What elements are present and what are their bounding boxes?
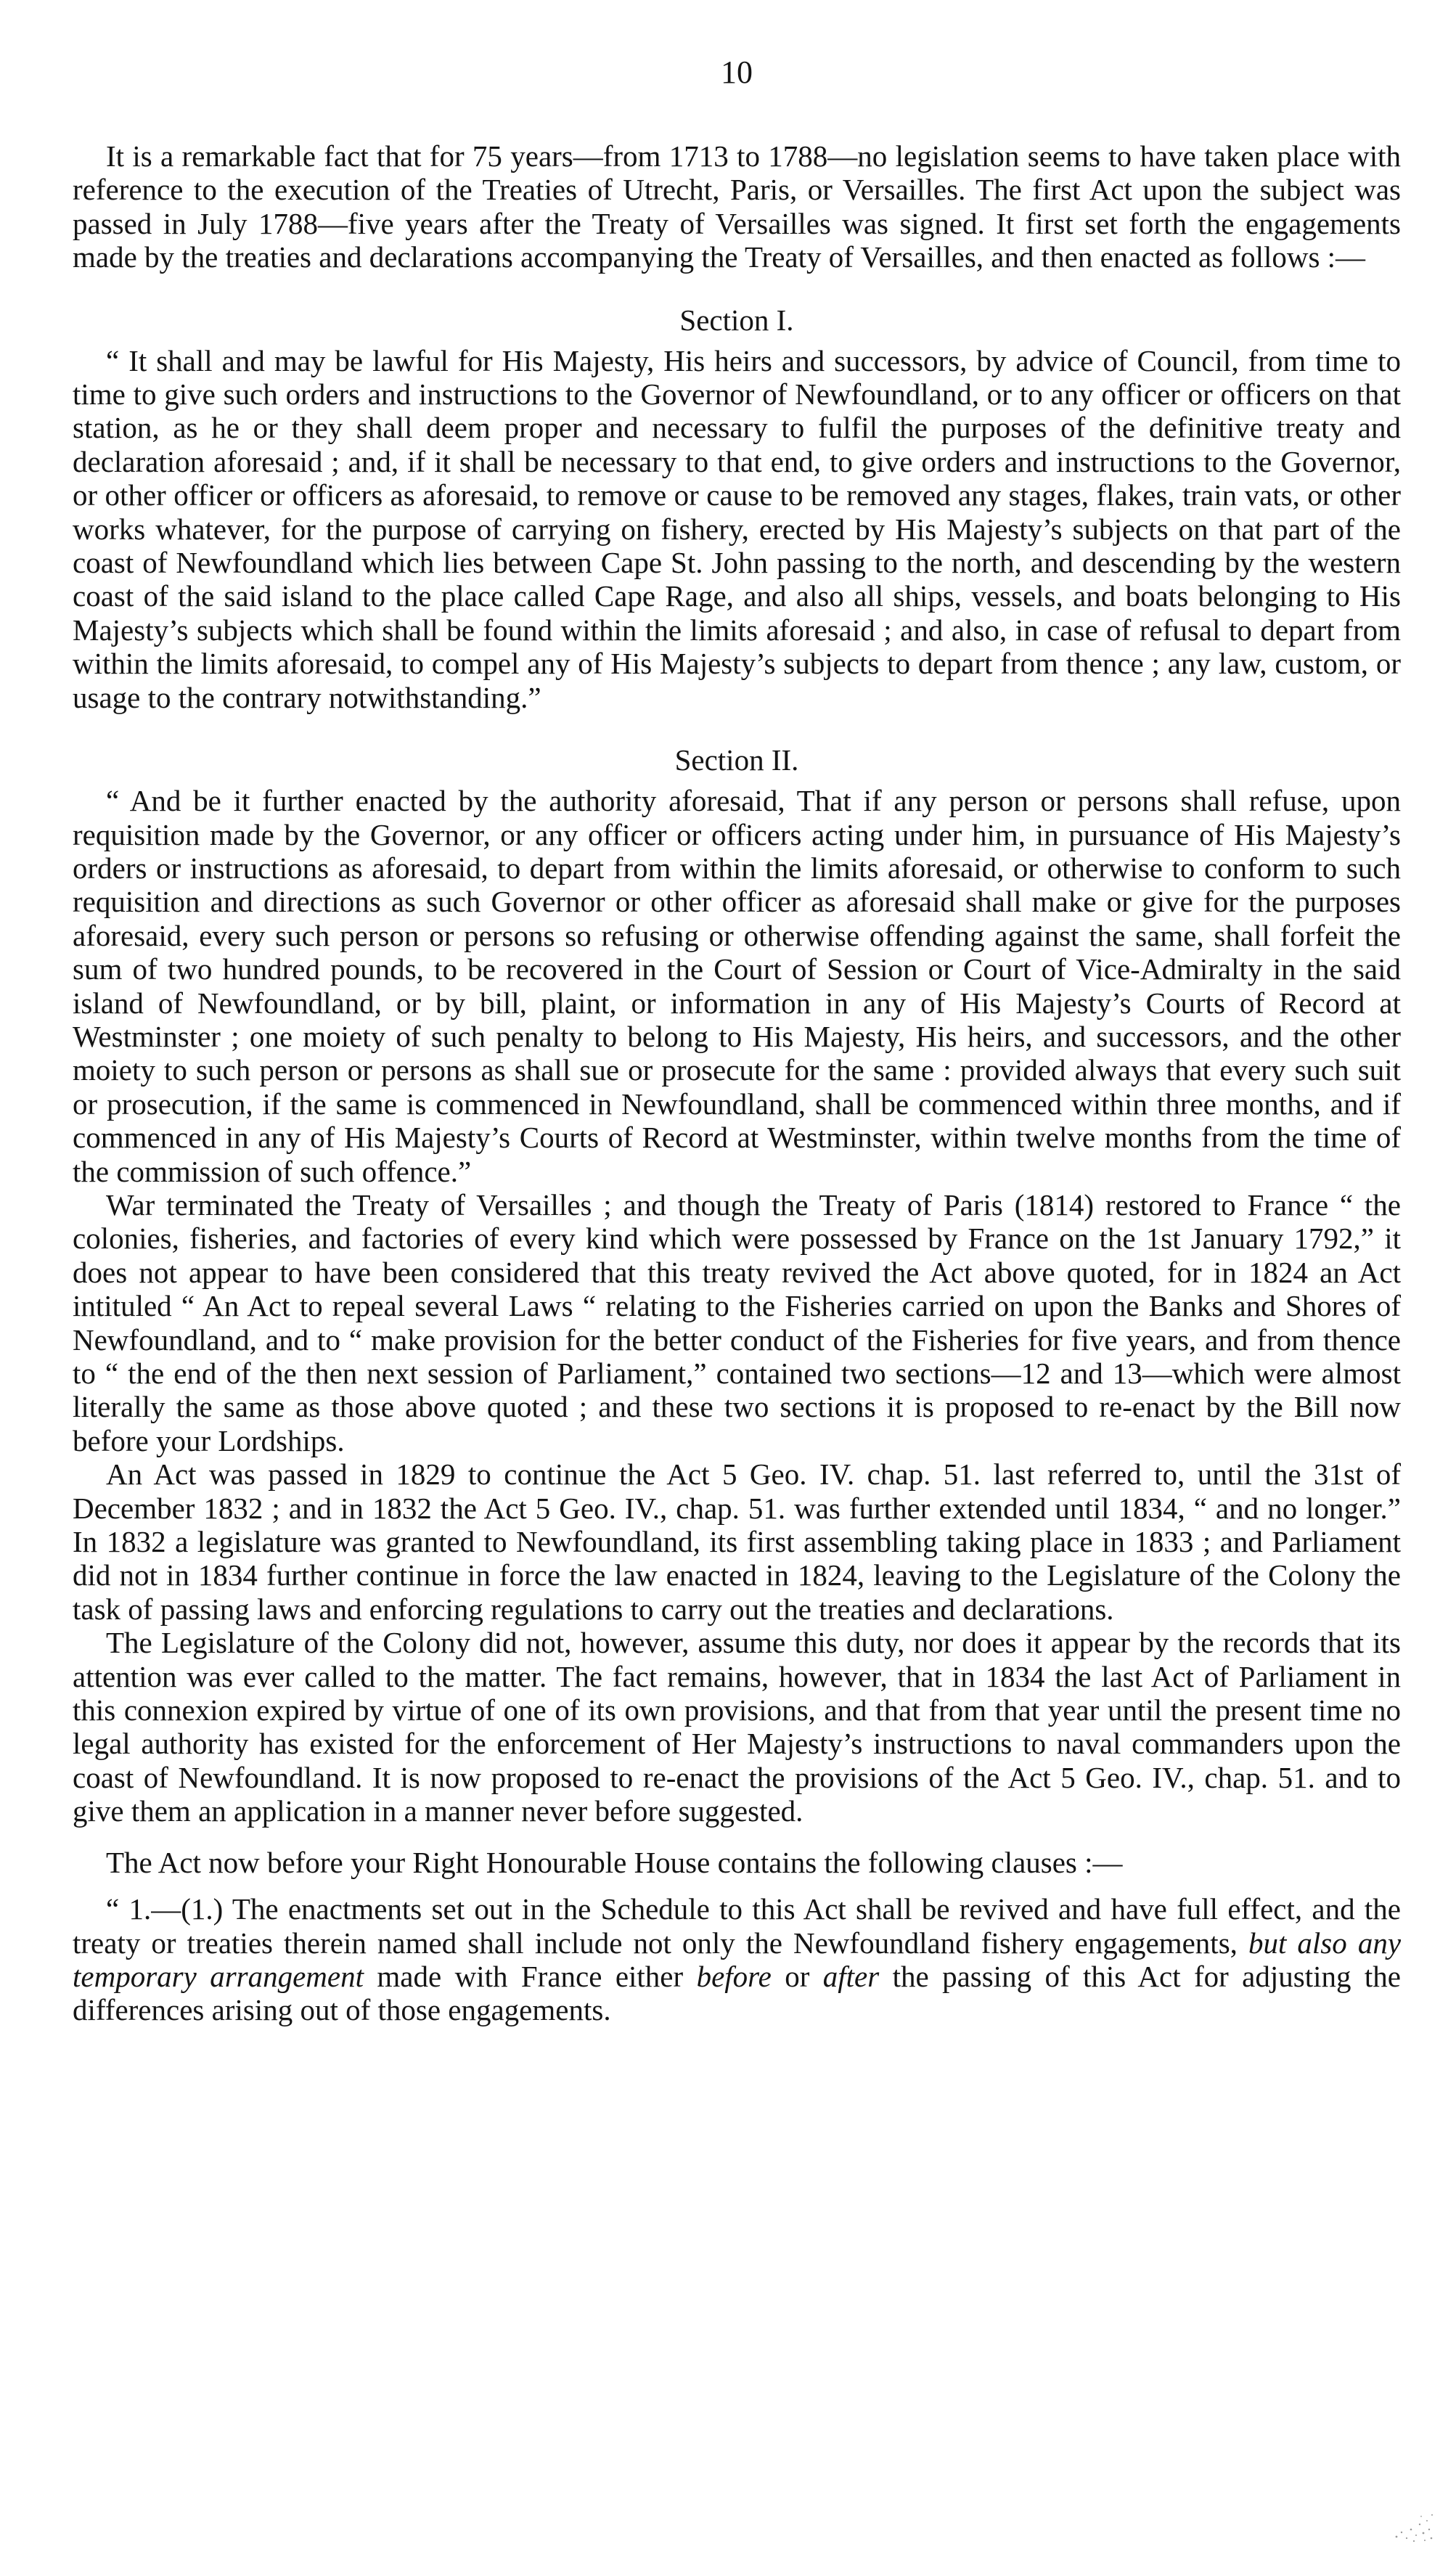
section-2-text: “ And be it further enacted by the authority aforesaid, That if any person or persons shall refuse, upon requisition made by the Governor, or any officer or officers acting under him, in pursuance of His Majesty’s orders or instructions as aforesaid, to depart from within the limits aforesaid, or otherwise to conform to such requisition and directions as such Governor or other officer as aforesaid shall make or give for the purposes aforesaid, every such person or persons so refusing or otherwise offending against the same, shall forfeit the sum of two hundred pounds, to be recovered in the Court of Session or Court of Vice-Admiralty in the said island of Newfoundland, or by bill, plaint, or information in any of His Majesty’s Courts of Record at Westminster ; one moiety of such penalty to belong to His Majesty, His heirs, and successors, and the other moiety to such person or persons as shall sue or prosecute for the same : provided always that every such suit or prosecution, if the same is commenced in Newfoundland, shall be commenced within three months, and if commenced in any of His Majesty’s Courts of Record at Westminster, within twelve months from the time of the commission of such offence.”	[73, 784, 1401, 1188]
clause-1-italic-1: but also any temporary arrangement	[73, 1926, 1402, 1993]
clause-1-part-4: the passing of this Act for adjusting the differences arising out of those engagements.	[73, 1959, 1401, 2027]
section-1-text: “ It shall and may be lawful for His Majesty, His heirs and successors, by advice of Council, from time to time to give such orders and instructions to the Governor of Newfoundland, or to any officer or officers on that station, as he or they shall deem proper and necessary to fulfil the purposes of the definitive treaty and declaration aforesaid ; and, if it shall be necessary to that end, to give orders and instructions to the Governor, or other officer or officers as aforesaid, to remove or cause to be removed any stages, flakes, train vats, or other works whatever, for the purpose of carrying on fishery, erected by His Majesty’s subjects on that part of the coast of Newfoundland which lies between Cape St. John passing to the north, and descending by the western coast of the said island to the place called Cape Rage, and also all ships, vessels, and boats belonging to His Majesty’s subjects which shall be found within the limits aforesaid ; and also, in case of refusal to depart from within the limits aforesaid, to compel any of His Majesty’s subjects to depart from thence ; any law, custom, or usage to the contrary notwithstanding.”	[73, 343, 1401, 714]
clause-1	[73, 1892, 1401, 2027]
clause-1-part-3: or	[771, 1959, 823, 1993]
paragraph-war: War terminated the Treaty of Versailles ; and though the Treaty of Paris (1814) restored to France “ the colonies, fisheries, and factories of every kind which were possessed by France on the 1st January 1792,” it does not appear to have been considered that this treaty revived the Act above quoted, for in 1824 an Act intituled “ An Act to repeal several Laws “ relating to the Fisheries carried on upon the Banks and Shores of Newfoundland, and to “ make provision for the better conduct of the Fisheries for five years, and from thence to “ the end of the then next session of Parliament,” contained two sections—12 and 13—which were almost literally the same as those above quoted ; and these two sections it is proposed to re-enact by the Bill now before your Lordships.	[73, 1187, 1401, 1457]
clause-1-part-2: made with France either	[364, 1959, 697, 1993]
paragraph-legislature: The Legislature of the Colony did not, however, assume this duty, nor does it appear by the records that its attention was ever called to the matter. The fact remains, however, that in 1834 the last Act of Parliament in this connexion expired by virtue of one of its own provisions, and that from that year until the present time no legal authority has existed for the enforcement of Her Majesty’s instructions to naval commanders upon the coast of Newfoundland. It is now proposed to re-enact the provisions of the Act 5 Geo. IV., chap. 51. and to give them an application in a manner never before suggested.	[73, 1626, 1401, 1828]
intro-paragraph: It is a remarkable fact that for 75 years—from 1713 to 1788—no legislation seems to have taken place with reference to the execution of the Treaties of Utrecht, Paris, or Versailles. The first Act upon the subject was passed in July 1788—five years after the Treaty of Versailles was signed. It first set forth the engagements made by the treaties and declarations accompanying the Treaty of Versailles, and then enacted as follows :—	[73, 139, 1401, 274]
document-page	[73, 51, 1401, 2027]
page-number: 10	[721, 54, 753, 90]
paragraph-clauses: The Act now before your Right Honourable House contains the following clauses :—	[106, 1845, 1123, 1879]
section-2-heading: Section II.	[674, 743, 799, 777]
clause-1-italic-3: after	[822, 1959, 880, 1993]
clause-1-part-1: “ 1.—(1.) The enactments set out in the Schedule to this Act shall be revived and have full effect, and the treaty or treaties therein named shall include not only the Newfoundland fishery engagements,	[73, 1892, 1401, 1960]
paragraph-1829: An Act was passed in 1829 to continue the Act 5 Geo. IV. chap. 51. last referred to, until the 31st of December 1832 ; and in 1832 the Act 5 Geo. IV., chap. 51. was further extended until 1834, “ and no longer.” In 1832 a legislature was granted to Newfoundland, its first assembling taking place in 1833 ; and Parliament did not in 1834 further continue in force the law enacted in 1824, leaving to the Legislature of the Colony the task of passing laws and enforcing regulations to carry out the treaties and declarations.	[73, 1457, 1401, 1626]
section-1-heading: Section I.	[679, 303, 794, 337]
paper-speckle-mark	[1391, 2500, 1434, 2544]
clause-1-italic-2: before	[696, 1959, 772, 1993]
